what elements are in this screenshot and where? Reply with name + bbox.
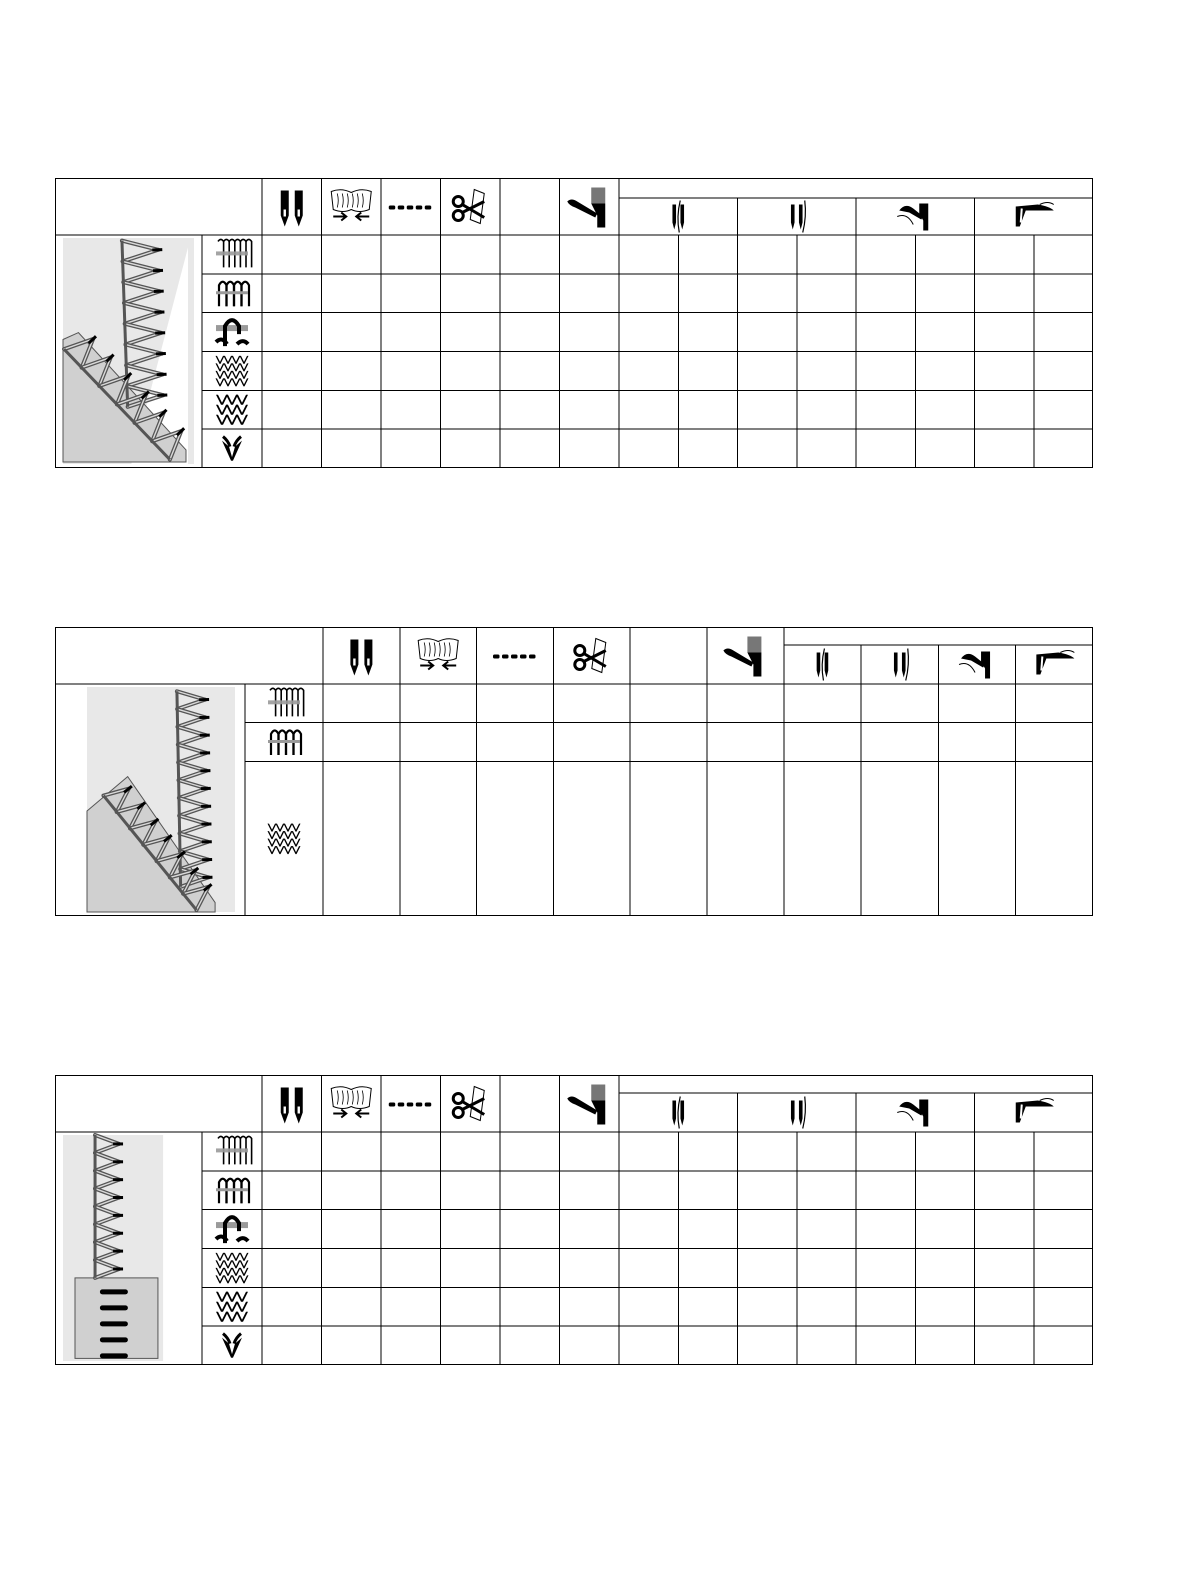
stitch-length-icon	[389, 206, 432, 210]
upper-looper-icon	[959, 652, 990, 679]
table-1-grid	[55, 178, 1093, 468]
fabric-light-icon	[216, 282, 249, 307]
stitch-length-icon	[493, 655, 536, 659]
fabric-sheer-icon	[216, 239, 252, 267]
differential-feed-icon	[331, 190, 371, 221]
table-3-border	[56, 1076, 1093, 1365]
lower-looper-icon	[1036, 651, 1074, 675]
fabric-knit-medium-icon	[216, 395, 248, 425]
table-1-border	[56, 179, 1093, 468]
fabric-medium-icon	[216, 1217, 248, 1243]
fabric-knit-heavy-icon	[268, 824, 301, 855]
left-needle-tension-icon	[672, 201, 684, 233]
upper-looper-icon	[897, 1100, 928, 1127]
fabric-sheer-icon	[216, 1136, 252, 1164]
settings-table-3	[55, 1075, 1093, 1365]
stitch-sample-straight-band	[63, 1135, 163, 1361]
fabric-knit-heavy-icon	[216, 1253, 249, 1284]
fabric-light-icon	[268, 731, 301, 756]
fabric-sheer-icon	[268, 688, 304, 716]
settings-table-1	[55, 178, 1093, 468]
knife-scissors-icon	[453, 1087, 484, 1121]
fabric-medium-icon	[216, 320, 248, 346]
fabric-knit-medium-icon	[216, 1292, 248, 1322]
right-needle-tension-icon	[791, 1097, 805, 1129]
stitch-sample-angled-hem	[63, 238, 194, 464]
fabric-knit-light-icon	[222, 1334, 242, 1358]
lower-looper-icon	[1016, 203, 1054, 227]
settings-table-3-svg	[55, 1075, 1093, 1365]
left-needle-tension-icon	[817, 649, 829, 681]
settings-table-1-svg	[55, 178, 1093, 468]
settings-table-2-svg	[55, 627, 1093, 916]
knife-scissors-icon	[575, 639, 606, 673]
differential-feed-icon	[331, 1087, 371, 1118]
stitch-length-icon	[389, 1103, 432, 1107]
left-needle-tension-icon	[672, 1097, 684, 1129]
fabric-light-icon	[216, 1179, 249, 1204]
lower-looper-icon	[1016, 1099, 1054, 1123]
differential-feed-icon	[418, 639, 458, 670]
table-3-grid	[55, 1075, 1093, 1365]
presser-foot-icon	[567, 1085, 605, 1125]
two-needles-icon	[350, 640, 372, 676]
fabric-knit-light-icon	[222, 437, 242, 461]
stitch-sample-angled-wide	[87, 687, 235, 912]
right-needle-tension-icon	[894, 649, 908, 681]
upper-looper-icon	[897, 204, 928, 231]
two-needles-icon	[281, 1088, 303, 1124]
settings-table-2	[55, 627, 1093, 916]
presser-foot-icon	[723, 637, 761, 677]
fabric-knit-heavy-icon	[216, 356, 249, 387]
right-needle-tension-icon	[791, 201, 805, 233]
presser-foot-icon	[567, 188, 605, 228]
knife-scissors-icon	[453, 190, 484, 224]
two-needles-icon	[281, 191, 303, 227]
